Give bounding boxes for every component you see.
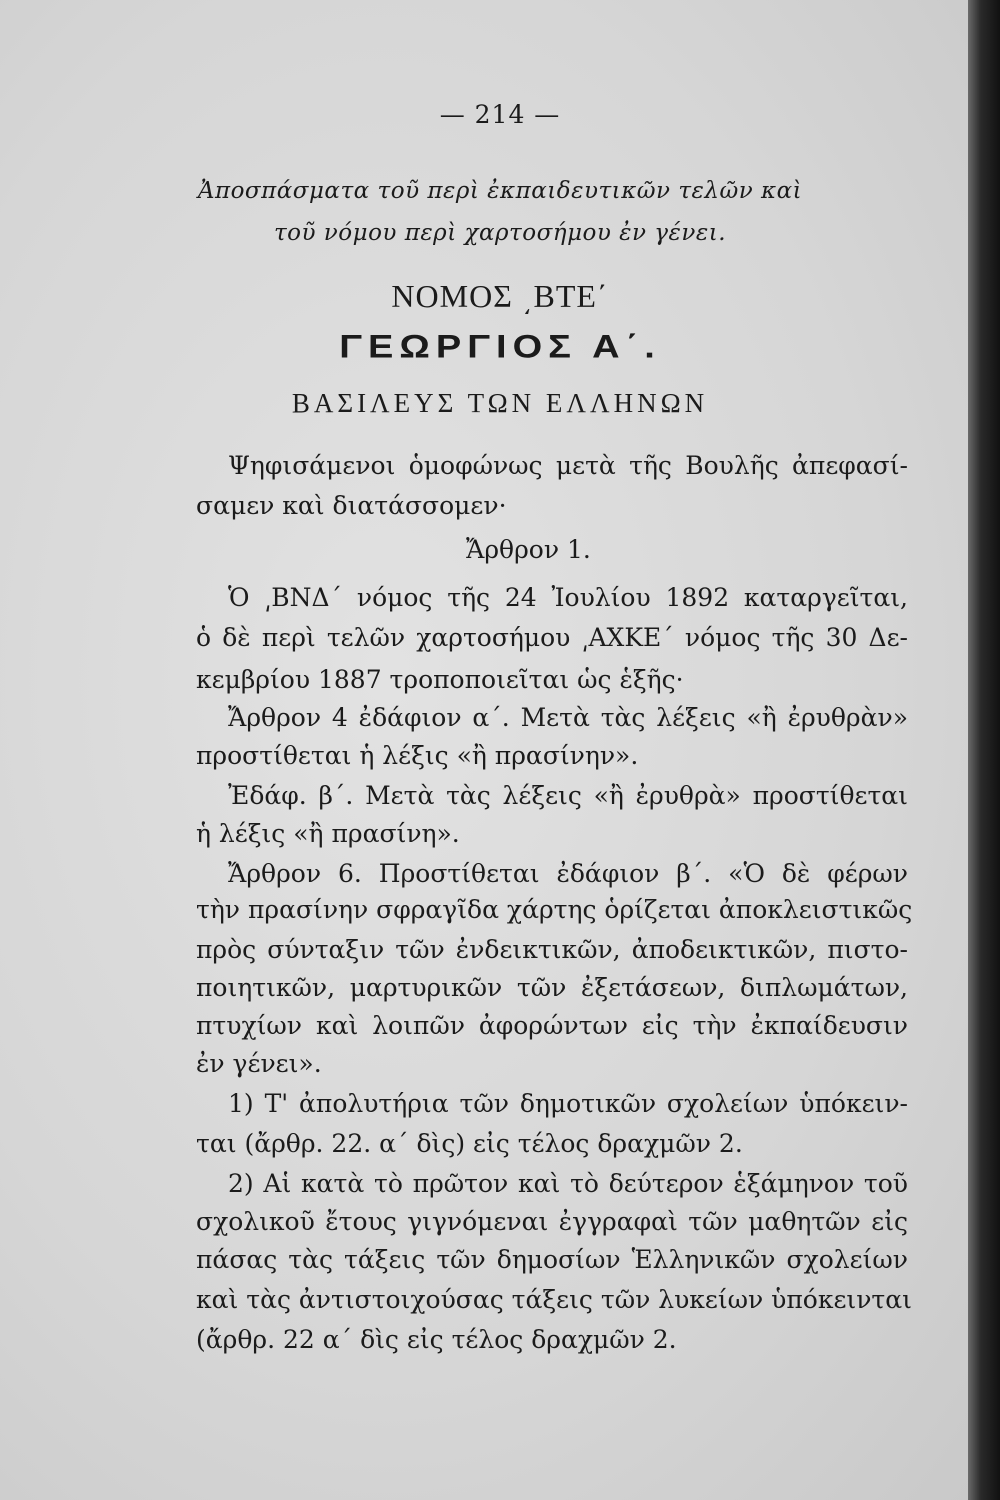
title-line-2: τοῦ νόμου περὶ χαρτοσήμου ἐν γένει. xyxy=(273,220,727,246)
text-line: 1) Τ' ἀπολυτήρια τῶν δημοτικῶν σχολείων ὑπόκειν- xyxy=(228,1089,908,1118)
article-heading: Ἄρθρον 1. xyxy=(466,535,591,564)
title-line-1: Ἀποσπάσματα τοῦ περὶ ἐκπαιδευτικῶν τελῶν καὶ xyxy=(197,178,803,204)
text-line: ἡ λέξις «ἢ πρασίνη». xyxy=(196,819,460,848)
text-line: ποιητικῶν, μαρτυρικῶν τῶν ἐξετάσεων, διπλωμάτων, xyxy=(196,973,908,1002)
text-line: (ἄρθρ. 22 α΄ δὶς εἰς τέλος δραχμῶν 2. xyxy=(196,1325,677,1354)
law-number: ΝΟΜΟΣ ͵ΒΤΕ΄ xyxy=(391,278,609,314)
text-line: πρὸς σύνταξιν τῶν ἐνδεικτικῶν, ἀποδεικτικῶν, πιστο- xyxy=(196,935,908,964)
text-line: κεμβρίου 1887 τροποποιεῖται ὡς ἑξῆς· xyxy=(196,665,684,694)
page-number: — 214 — xyxy=(439,100,561,129)
text-line: σαμεν καὶ διατάσσομεν· xyxy=(196,491,507,520)
text-line: Ψηφισάμενοι ὁμοφώνως μετὰ τῆς Βουλῆς ἀπεφασί- xyxy=(228,451,908,480)
text-line: προστίθεται ἡ λέξις «ἢ πρασίνην». xyxy=(196,741,639,770)
text-line: Ἄρθρον 4 ἐδάφιον α΄. Μετὰ τὰς λέξεις «ἢ ἐρυθρὰν» xyxy=(228,703,908,732)
kingdom-title: ΒΑΣΙΛΕΥΣ ΤΩΝ ΕΛΛΗΝΩΝ xyxy=(291,388,709,418)
text-line: πτυχίων καὶ λοιπῶν ἀφορώντων εἰς τὴν ἐκπαίδευσιν xyxy=(196,1011,908,1040)
text-line: ται (ἄρθρ. 22. α΄ δὶς) εἰς τέλος δραχμῶν 2. xyxy=(196,1129,743,1158)
text-line: 2) Αἱ κατὰ τὸ πρῶτον καὶ τὸ δεύτερον ἑξάμηνον τοῦ xyxy=(228,1169,908,1198)
text-line: Ὁ ͵ΒΝΔ΄ νόμος τῆς 24 Ἰουλίου 1892 καταργεῖται, xyxy=(228,583,908,612)
text-line: καὶ τὰς ἀντιστοιχούσας τάξεις τῶν λυκείων ὑπόκεινται xyxy=(196,1285,912,1314)
text-line: Ἐδάφ. β΄. Μετὰ τὰς λέξεις «ἢ ἐρυθρὰ» προστίθεται xyxy=(228,781,908,810)
text-line: πάσας τὰς τάξεις τῶν δημοσίων Ἑλληνικῶν σχολείων xyxy=(196,1245,908,1274)
text-line: ἐν γένει». xyxy=(196,1049,322,1078)
king-name: ΓΕΩΡΓΙΟΣ Α΄. xyxy=(339,329,661,365)
text-line: ὁ δὲ περὶ τελῶν χαρτοσήμου ͵ΑΧΚΕ΄ νόμος τῆς 30 Δε- xyxy=(196,623,908,652)
book-spine-edge xyxy=(968,0,1000,1500)
text-line: Ἄρθρον 6. Προστίθεται ἐδάφιον β΄. «Ὁ δὲ φέρων xyxy=(228,859,908,888)
text-line: τὴν πρασίνην σφραγῖδα χάρτης ὁρίζεται ἀποκλειστικῶς xyxy=(196,895,913,924)
text-line: σχολικοῦ ἔτους γιγνόμεναι ἐγγραφαὶ τῶν μαθητῶν εἰς xyxy=(196,1207,908,1236)
